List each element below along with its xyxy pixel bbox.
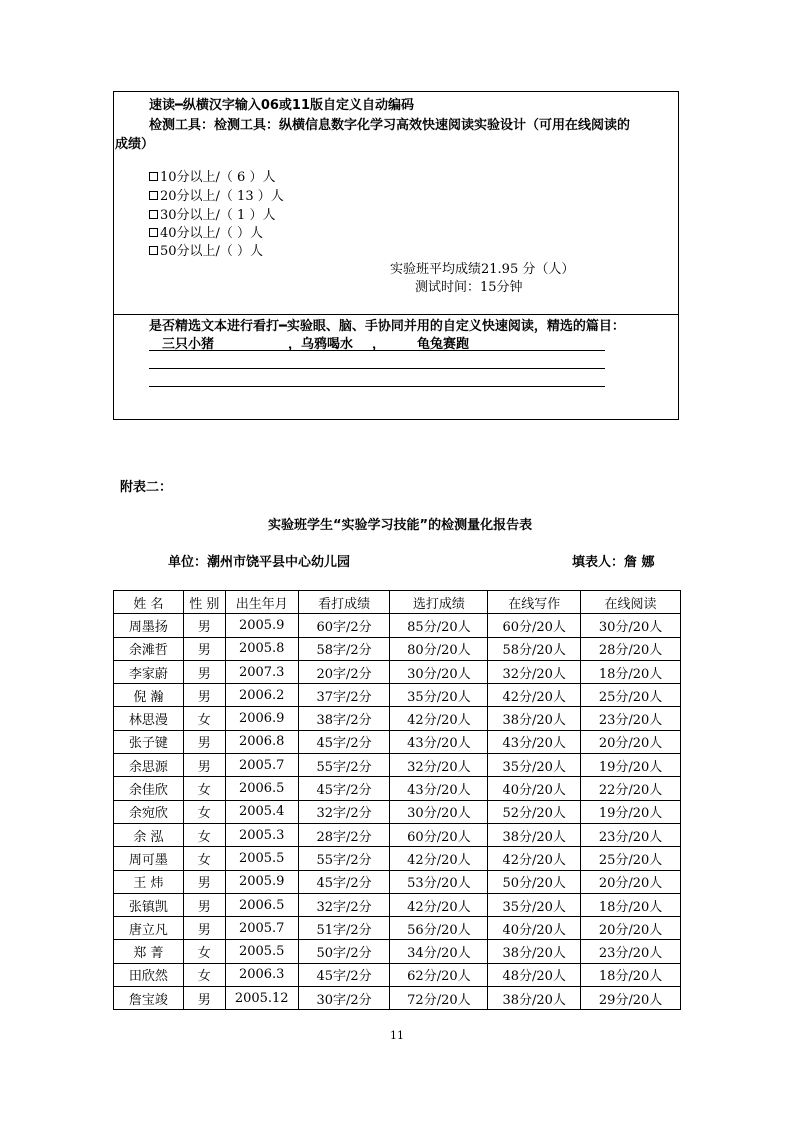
cell: 55字/2分 (298, 754, 390, 777)
header-typing: 看打成绩 (298, 591, 390, 614)
checkbox-icon (149, 246, 158, 255)
cell: 18分/20人 (581, 963, 681, 986)
table-row (114, 637, 681, 660)
cell: 2007.3 (225, 660, 298, 683)
cell: 男 (183, 893, 225, 916)
cell: 男 (183, 660, 225, 683)
cell: 2005.5 (225, 940, 298, 963)
option-20[interactable]: 20分以上/（ 13 ）人 (149, 189, 284, 205)
table-row (114, 754, 681, 777)
cell: 53分/20人 (390, 870, 488, 893)
table-row (114, 730, 681, 753)
cell: 2005.4 (225, 800, 298, 823)
cell: 女 (183, 707, 225, 730)
cell: 余 泓 (114, 823, 184, 846)
cell: 32字/2分 (298, 893, 390, 916)
cell: 34分/20人 (390, 940, 488, 963)
cell: 23分/20人 (581, 940, 681, 963)
header-name: 姓 名 (114, 591, 184, 614)
table-row (114, 707, 681, 730)
cell: 男 (183, 637, 225, 660)
cell: 35分/20人 (390, 684, 488, 707)
cell: 余滩哲 (114, 637, 184, 660)
cell: 32分/20人 (488, 660, 581, 683)
cell: 女 (183, 847, 225, 870)
header-reading: 在线阅读 (581, 591, 681, 614)
cell: 55字/2分 (298, 847, 390, 870)
selection-question: 是否精选文本进行看打━实验眼、脑、手协同并用的自定义快速阅读，精选的篇目： (149, 319, 625, 334)
cell: 男 (183, 754, 225, 777)
cell: 40分/20人 (488, 917, 581, 940)
box-divider (114, 314, 678, 315)
cell: 余宛欣 (114, 800, 184, 823)
tool-description-cont: 成绩） (115, 137, 155, 152)
cell: 王 炜 (114, 870, 184, 893)
cell: 48分/20人 (488, 963, 581, 986)
cell: 25分/20人 (581, 684, 681, 707)
cell: 男 (183, 987, 225, 1010)
cell: 23分/20人 (581, 823, 681, 846)
cell: 2005.5 (225, 847, 298, 870)
cell: 58字/2分 (298, 637, 390, 660)
table-row (114, 917, 681, 940)
cell: 60字/2分 (298, 614, 390, 637)
cell: 周可墨 (114, 847, 184, 870)
cell: 2005.9 (225, 870, 298, 893)
cell: 42分/20人 (488, 684, 581, 707)
cell: 60分/20人 (390, 823, 488, 846)
cell: 58分/20人 (488, 637, 581, 660)
cell: 85分/20人 (390, 614, 488, 637)
cell: 40分/20人 (488, 777, 581, 800)
checkbox-icon (149, 228, 158, 237)
cell: 43分/20人 (488, 730, 581, 753)
answer-line[interactable] (149, 386, 605, 387)
cell: 32字/2分 (298, 800, 390, 823)
cell: 42分/20人 (488, 847, 581, 870)
article-2: ，乌鸦喝水 (288, 337, 354, 352)
cell: 30分/20人 (581, 614, 681, 637)
cell: 唐立凡 (114, 917, 184, 940)
cell: 张子键 (114, 730, 184, 753)
cell: 2005.3 (225, 823, 298, 846)
cell: 男 (183, 917, 225, 940)
cell: 38分/20人 (488, 940, 581, 963)
table-header-row (114, 591, 681, 614)
cell: 李家蔚 (114, 660, 184, 683)
cell: 62分/20人 (390, 963, 488, 986)
cell: 29分/20人 (581, 987, 681, 1010)
table-row (114, 847, 681, 870)
cell: 郑 菁 (114, 940, 184, 963)
cell: 20字/2分 (298, 660, 390, 683)
box-heading: 速读━纵横汉字输入06或11版自定义自动编码 (149, 98, 415, 113)
cell: 28分/20人 (581, 637, 681, 660)
cell: 2006.3 (225, 963, 298, 986)
cell: 45字/2分 (298, 870, 390, 893)
cell: 2005.9 (225, 614, 298, 637)
table-row (114, 987, 681, 1010)
table-row (114, 940, 681, 963)
unit-label: 单位：潮州市饶平县中心幼儿园 (168, 555, 351, 570)
cell: 38字/2分 (298, 707, 390, 730)
cell: 60分/20人 (488, 614, 581, 637)
page-number: 11 (390, 1029, 404, 1042)
cell: 45字/2分 (298, 777, 390, 800)
header-gender: 性 别 (183, 591, 225, 614)
option-10[interactable]: 10分以上/（ 6 ）人 (149, 170, 275, 186)
article-1: 三只小猪 (162, 337, 215, 352)
cell: 35分/20人 (488, 893, 581, 916)
table-row (114, 800, 681, 823)
cell: 19分/20人 (581, 754, 681, 777)
cell: 20分/20人 (581, 870, 681, 893)
header-birth: 出生年月 (225, 591, 298, 614)
filler-label: 填表人：詹 娜 (572, 555, 655, 570)
cell: 42分/20人 (390, 847, 488, 870)
appendix-label: 附表二： (120, 480, 173, 495)
header-selection: 选打成绩 (390, 591, 488, 614)
cell: 张镇凯 (114, 893, 184, 916)
cell: 2006.5 (225, 893, 298, 916)
cell: 38分/20人 (488, 707, 581, 730)
cell: 男 (183, 614, 225, 637)
cell: 50字/2分 (298, 940, 390, 963)
cell: 43分/20人 (390, 730, 488, 753)
cell: 2006.5 (225, 777, 298, 800)
cell: 51字/2分 (298, 917, 390, 940)
cell: 倪 瀚 (114, 684, 184, 707)
cell: 2006.8 (225, 730, 298, 753)
cell: 80分/20人 (390, 637, 488, 660)
cell: 余佳欣 (114, 777, 184, 800)
cell: 32分/20人 (390, 754, 488, 777)
header-writing: 在线写作 (488, 591, 581, 614)
cell: 男 (183, 870, 225, 893)
report-title: 实验班学生“实验学习技能”的检测量化报告表 (268, 518, 533, 533)
survey-box (113, 91, 679, 420)
table-row (114, 963, 681, 986)
cell: 2005.7 (225, 754, 298, 777)
cell: 25分/20人 (581, 847, 681, 870)
cell: 52分/20人 (488, 800, 581, 823)
table-row (114, 660, 681, 683)
cell: 30字/2分 (298, 987, 390, 1010)
cell: 女 (183, 940, 225, 963)
cell: 女 (183, 963, 225, 986)
cell: 30分/20人 (390, 800, 488, 823)
report-table (113, 590, 681, 1010)
cell: 女 (183, 823, 225, 846)
option-50[interactable]: 50分以上/（ ）人 (149, 244, 263, 260)
cell: 30分/20人 (390, 660, 488, 683)
cell: 2005.12 (225, 987, 298, 1010)
cell: 詹宝竣 (114, 987, 184, 1010)
table-row (114, 777, 681, 800)
cell: 田欣然 (114, 963, 184, 986)
cell: 45字/2分 (298, 730, 390, 753)
tool-description: 检测工具：检测工具：纵横信息数字化学习高效快速阅读实验设计（可用在线阅读的 (149, 118, 631, 133)
cell: 23分/20人 (581, 707, 681, 730)
cell: 18分/20人 (581, 893, 681, 916)
answer-line[interactable] (149, 368, 605, 369)
table-row (114, 870, 681, 893)
cell: 20分/20人 (581, 917, 681, 940)
cell: 72分/20人 (390, 987, 488, 1010)
cell: 男 (183, 730, 225, 753)
cell: 22分/20人 (581, 777, 681, 800)
cell: 35分/20人 (488, 754, 581, 777)
test-time: 测试时间：15分钟 (415, 280, 523, 295)
cell: 37字/2分 (298, 684, 390, 707)
checkbox-icon (149, 172, 158, 181)
cell: 28字/2分 (298, 823, 390, 846)
article-3: 龟兔赛跑 (417, 337, 470, 352)
checkbox-icon (149, 191, 158, 200)
cell: 男 (183, 684, 225, 707)
option-40[interactable]: 40分以上/（ ）人 (149, 226, 263, 242)
article-separator: ， (372, 337, 386, 352)
cell: 38分/20人 (488, 987, 581, 1010)
cell: 42分/20人 (390, 707, 488, 730)
cell: 林思漫 (114, 707, 184, 730)
cell: 56分/20人 (390, 917, 488, 940)
table-row (114, 893, 681, 916)
table-row (114, 823, 681, 846)
cell: 女 (183, 800, 225, 823)
cell: 2005.8 (225, 637, 298, 660)
cell: 19分/20人 (581, 800, 681, 823)
cell: 42分/20人 (390, 893, 488, 916)
cell: 18分/20人 (581, 660, 681, 683)
cell: 女 (183, 777, 225, 800)
cell: 45字/2分 (298, 963, 390, 986)
cell: 50分/20人 (488, 870, 581, 893)
checkbox-icon (149, 210, 158, 219)
answer-line[interactable] (149, 350, 605, 351)
cell: 周墨扬 (114, 614, 184, 637)
cell: 余思源 (114, 754, 184, 777)
cell: 2005.7 (225, 917, 298, 940)
cell: 43分/20人 (390, 777, 488, 800)
table-row (114, 614, 681, 637)
cell: 20分/20人 (581, 730, 681, 753)
table-row (114, 684, 681, 707)
cell: 38分/20人 (488, 823, 581, 846)
cell: 2006.2 (225, 684, 298, 707)
option-30[interactable]: 30分以上/（ 1 ）人 (149, 208, 275, 224)
average-score: 实验班平均成绩21.95 分（人） (390, 262, 575, 277)
cell: 2006.9 (225, 707, 298, 730)
